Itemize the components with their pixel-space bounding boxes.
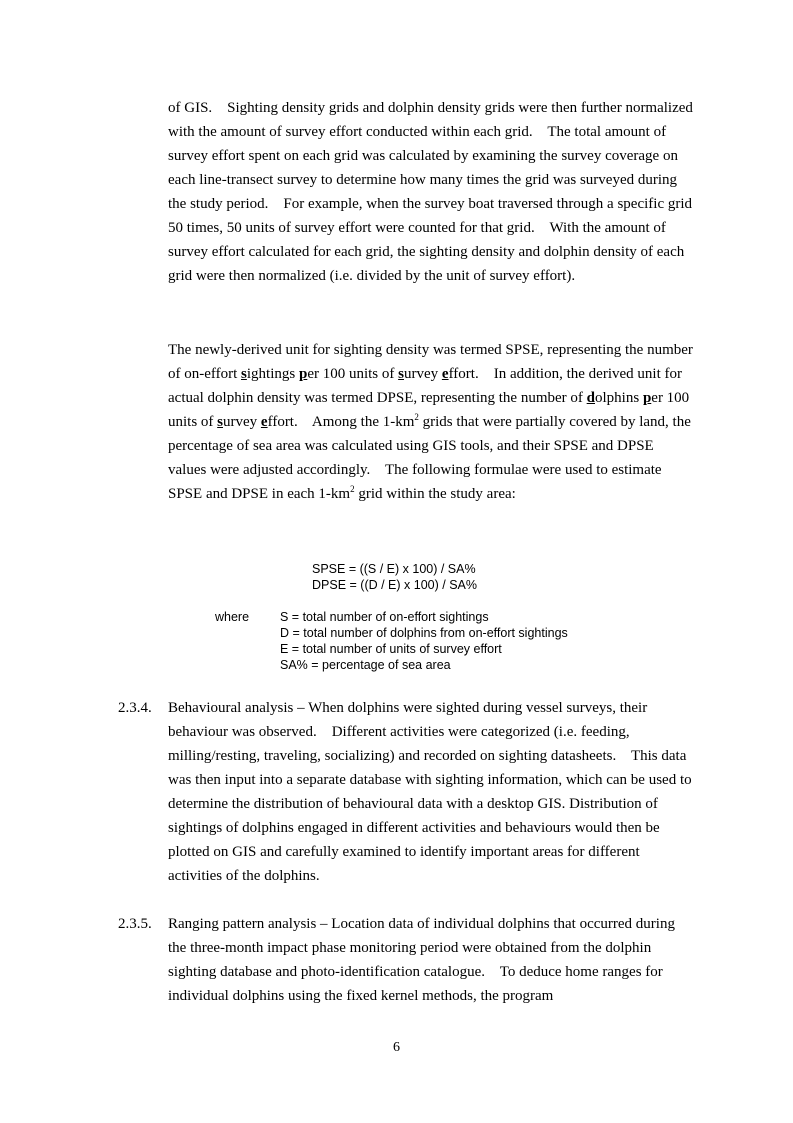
superscript: 2	[350, 484, 355, 494]
emphasis-letter: e	[441, 366, 449, 382]
emphasis-letter: e	[260, 414, 268, 430]
emphasis-letter: p	[642, 390, 652, 406]
text-run: grids that were partially covered by land, the percentage of sea area was calculated using GIS tools, and their SPSE and DPSE values were adjusted accordingly. The following formulae were used to estimate SPSE and DPSE in each 1-km	[168, 414, 695, 502]
variable-definitions	[280, 609, 568, 673]
text-run: urvey	[223, 414, 261, 430]
formula-spse: SPSE = ((S / E) x 100) / SA%	[312, 562, 476, 576]
section-number-235: 2.3.5.	[118, 916, 152, 932]
formula-block	[312, 561, 477, 593]
text-run: er 100 units of	[168, 390, 693, 430]
text-run: er 100 units of	[307, 366, 399, 382]
definition-d: D = total number of dolphins from on-effort sightings	[280, 626, 568, 640]
section-text-235: Ranging pattern analysis – Location data of individual dolphins that occurred during the three-month impact phase monitoring period were obtained from the dolphin sighting database and photo-identification catalogue. To deduce home ranges for individual dolphins using the fixed kernel methods, the program	[168, 916, 679, 1004]
text-run: olphins	[595, 390, 643, 406]
definition-sa: SA% = percentage of sea area	[280, 658, 451, 672]
formula-dpse: DPSE = ((D / E) x 100) / SA%	[312, 578, 477, 592]
text-run: urvey	[403, 366, 442, 382]
emphasis-letter: d	[586, 390, 595, 406]
section-number-234: 2.3.4.	[118, 700, 152, 716]
emphasis-letter: s	[217, 414, 224, 430]
definition-s: S = total number of on-effort sightings	[280, 610, 489, 624]
text-run: ffort. Among the 1-km	[267, 414, 415, 430]
section-text-234: Behavioural analysis – When dolphins were sighted during vessel surveys, their behaviour was observed. Different activities were categorized (i.e. feeding, milling/resting, traveling, socializing) and recorded on sighting datasheets. This data was then input into a separate database with sighting information, which can be used to determine the distribution of behavioural data with a desktop GIS. Distribution of sightings of dolphins engaged in different activities and behaviours would then be plotted on GIS and carefully examined to identify important areas for different activities of the dolphins.	[168, 700, 696, 884]
text-run: ightings	[246, 366, 299, 382]
where-label: where	[215, 610, 250, 624]
definition-e: E = total number of units of survey effort	[280, 642, 502, 656]
text-run: ffort. In addition, the derived unit for actual dolphin density was termed DPSE, representing the number of	[168, 366, 686, 406]
page-number: 6	[393, 1040, 400, 1055]
paragraph-normalization: of GIS. Sighting density grids and dolphin density grids were then further normalized with the amount of survey effort conducted within each grid. The total amount of survey effort spent on each grid was calculated by examining the survey coverage on each line-transect survey to determine how many times the grid was surveyed during the study period. For example, when the survey boat traversed through a specific grid 50 times, 50 units of survey effort were counted for that grid. With the amount of survey effort calculated for each grid, the sighting density and dolphin density of each grid were then normalized (i.e. divided by the unit of survey effort).	[168, 100, 697, 284]
text-run: The newly-derived unit for sighting density was termed SPSE, representing the number of on-effort	[168, 342, 697, 382]
emphasis-letter: p	[298, 366, 308, 382]
text-run: grid within the study area:	[354, 486, 516, 502]
emphasis-letter: s	[241, 366, 247, 382]
emphasis-letter: s	[398, 366, 404, 382]
superscript: 2	[414, 412, 419, 422]
paragraph-spse-dpse	[168, 338, 697, 506]
